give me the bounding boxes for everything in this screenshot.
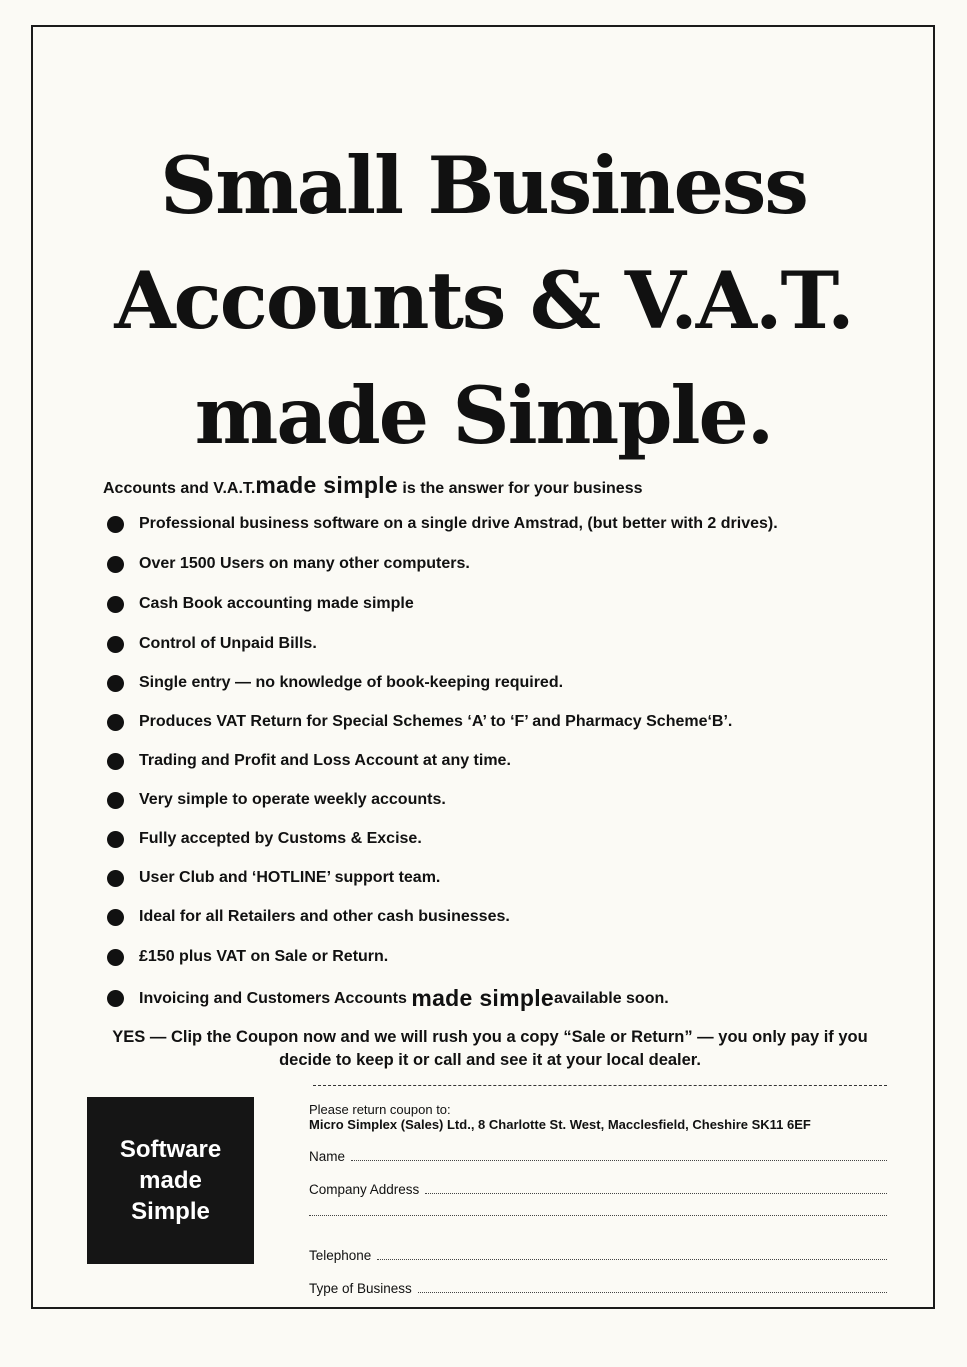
list-item [107, 948, 388, 966]
list-item-suffix: available soon. [553, 989, 669, 1007]
list-item-text: Over 1500 Users on many other computers. [139, 555, 470, 572]
headline [0, 128, 967, 473]
bullet-dot-icon [107, 753, 124, 770]
company-address-input-line-2[interactable] [309, 1215, 887, 1216]
list-item [107, 869, 440, 887]
bullet-dot-icon [107, 949, 124, 966]
list-item-text: Invoicing and Customers Accounts [139, 989, 407, 1007]
bullet-dot-icon [107, 909, 124, 926]
coupon-intro: Please return coupon to: [309, 1102, 451, 1117]
bullet-dot-icon [107, 831, 124, 848]
bullet-dot-icon [107, 596, 124, 613]
intro-prefix: Accounts and V.A.T. [103, 480, 256, 497]
brand-logo [87, 1097, 254, 1264]
list-item-text: Produces VAT Return for Special Schemes ‘A’ to ‘F’ and Pharmacy Scheme‘B’. [139, 713, 733, 730]
list-item-text: Control of Unpaid Bills. [139, 635, 317, 652]
list-item [107, 515, 778, 533]
name-field[interactable] [309, 1149, 887, 1164]
list-item [107, 595, 414, 613]
cta-line-2: decide to keep it or call and see it at your local dealer. [279, 1051, 701, 1069]
list-item [107, 635, 317, 653]
list-item [107, 674, 563, 692]
bullet-dot-icon [107, 714, 124, 731]
company-address-field[interactable] [309, 1182, 887, 1197]
bullet-dot-icon [107, 636, 124, 653]
list-item [107, 985, 669, 1012]
intro-text [103, 472, 642, 499]
list-item-text: User Club and ‘HOTLINE’ support team. [139, 869, 441, 886]
headline-line-3: made Simple. [194, 369, 773, 462]
list-item-emphasis: made simple [411, 985, 554, 1011]
list-item-text: Single entry — no knowledge of book-keeping required. [139, 674, 564, 691]
telephone-field[interactable] [309, 1248, 887, 1263]
company-address-label: Company Address [309, 1182, 420, 1197]
coupon-cut-line [313, 1085, 887, 1086]
list-item [107, 555, 470, 573]
logo-line-3: Simple [131, 1198, 210, 1225]
logo-line-2: made [139, 1167, 202, 1194]
bullet-dot-icon [107, 870, 124, 887]
cta-line-1: YES — Clip the Coupon now and we will rush you a copy “Sale or Return” — you only pay if you [112, 1028, 868, 1046]
list-item [107, 908, 510, 926]
company-address-field-2[interactable] [309, 1215, 887, 1219]
list-item-text: Cash Book accounting made simple [139, 595, 414, 612]
bullet-dot-icon [107, 990, 124, 1007]
bullet-dot-icon [107, 792, 124, 809]
type-of-business-input-line[interactable] [418, 1292, 887, 1293]
list-item [107, 830, 422, 848]
company-address-input-line[interactable] [425, 1193, 887, 1194]
name-label: Name [309, 1149, 346, 1164]
intro-suffix: is the answer for your business [397, 480, 643, 497]
name-input-line[interactable] [351, 1160, 887, 1161]
list-item-text: Ideal for all Retailers and other cash businesses. [139, 908, 510, 925]
bullet-dot-icon [107, 675, 124, 692]
headline-line-1: Small Business [160, 139, 807, 232]
type-of-business-field[interactable] [309, 1281, 887, 1296]
bullet-dot-icon [107, 556, 124, 573]
telephone-label: Telephone [309, 1248, 372, 1263]
bullet-dot-icon [107, 516, 124, 533]
list-item [107, 791, 446, 809]
list-item-text: Fully accepted by Customs & Excise. [139, 830, 422, 847]
intro-emphasis: made simple [255, 472, 398, 498]
list-item-text: Professional business software on a single drive Amstrad, (but better with 2 drives). [139, 515, 778, 532]
coupon-address: Micro Simplex (Sales) Ltd., 8 Charlotte St. West, Macclesfield, Cheshire SK11 6EF [309, 1117, 811, 1132]
list-item-text: £150 plus VAT on Sale or Return. [139, 948, 389, 965]
logo-line-1: Software [119, 1136, 222, 1163]
telephone-input-line[interactable] [377, 1259, 887, 1260]
list-item-text: Trading and Profit and Loss Account at any time. [139, 752, 511, 769]
list-item [107, 713, 732, 731]
headline-line-2: Accounts & V.A.T. [114, 254, 853, 347]
list-item-text: Very simple to operate weekly accounts. [139, 791, 446, 808]
type-of-business-label: Type of Business [309, 1281, 412, 1296]
list-item [107, 752, 511, 770]
call-to-action [70, 1026, 910, 1072]
